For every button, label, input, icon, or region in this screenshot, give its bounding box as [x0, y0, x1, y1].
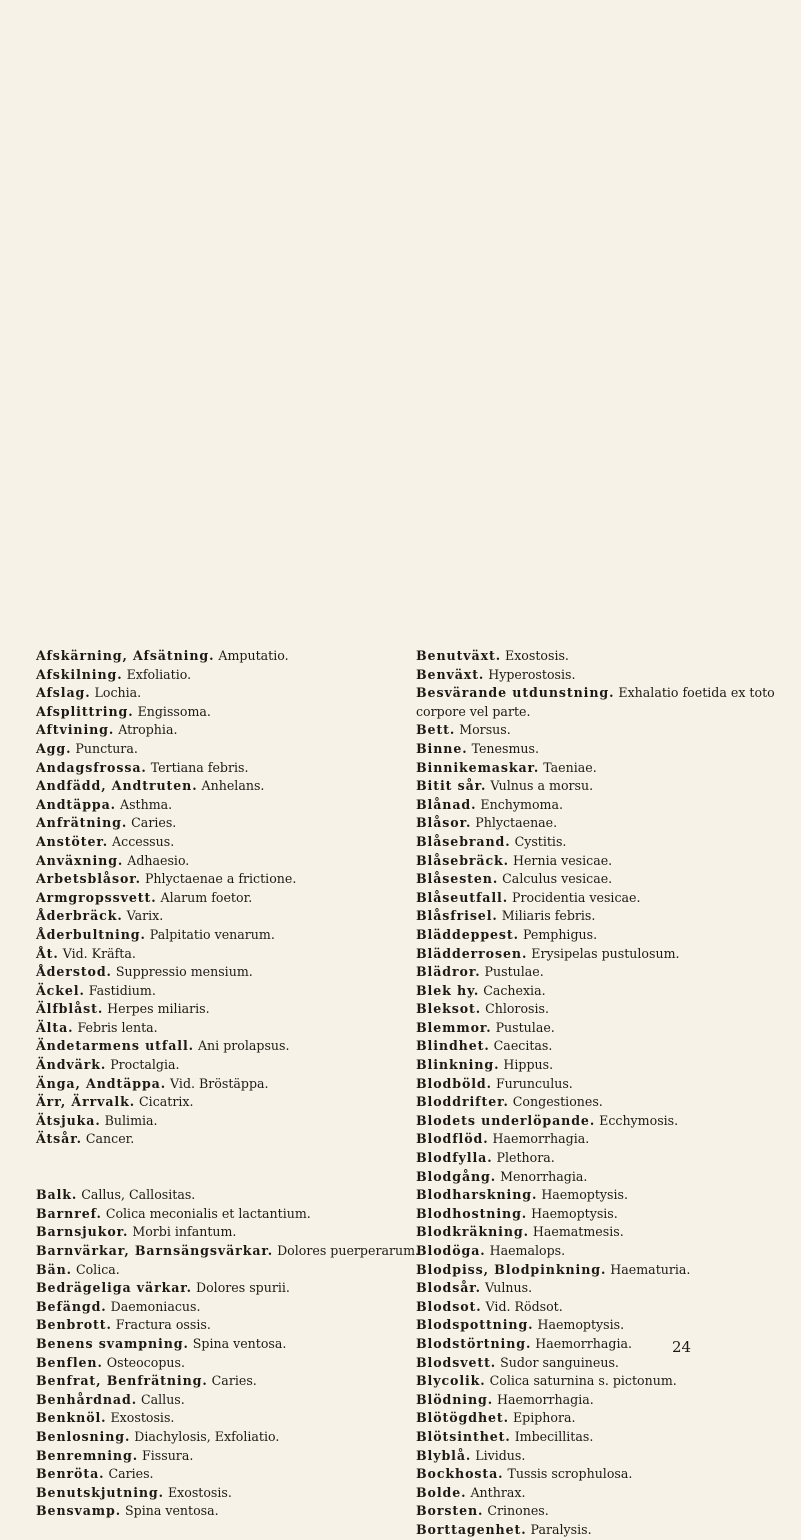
dictionary-entry [36, 870, 381, 889]
entry-definition: Tenesmus. [471, 740, 539, 756]
entry-definition: Vid. Rödsot. [485, 1298, 563, 1314]
entry-definition: Colica saturnina s. pictonum. [489, 1373, 677, 1389]
dictionary-entry [36, 1093, 381, 1112]
entry-definition: Miliaris febris. [501, 908, 596, 924]
entry-term: Binnikemaskar. [416, 759, 540, 775]
entry-term: Bleksot. [416, 1001, 482, 1017]
entry-definition: Adhaesio. [127, 852, 190, 868]
entry-definition: Suppressio mensium. [115, 964, 253, 980]
dictionary-entry [36, 1000, 381, 1019]
entry-term: Benens svampning. [36, 1335, 189, 1351]
entry-definition: Colica meconialis et lactantium. [105, 1205, 311, 1221]
entry-term: Anfrätning. [36, 815, 128, 831]
dictionary-entry [36, 1223, 381, 1242]
entry-term: Blodöga. [416, 1243, 486, 1258]
dictionary-entry [36, 721, 381, 740]
entry-definition: Caecitas. [493, 1038, 553, 1054]
entry-definition: Accessus. [112, 833, 175, 849]
entry-definition: Haemorrhagia. [535, 1335, 633, 1351]
entry-term: Benröta. [36, 1466, 105, 1482]
entry-definition: Enchymoma. [480, 796, 563, 812]
entry-term: Blodsvett. [416, 1354, 497, 1370]
entry-definition: Fissura. [142, 1447, 194, 1463]
entry-term: Änga, Andtäppa. [36, 1075, 167, 1091]
entry-term: Ändvärk. [36, 1057, 107, 1073]
entry-definition: Chlorosis. [485, 1001, 549, 1017]
dictionary-entry [36, 1447, 381, 1466]
entry-term: Blötsinthet. [416, 1428, 511, 1444]
entry-term: Blodfylla. [416, 1150, 493, 1166]
entry-term: Borsten. [416, 1503, 484, 1519]
entry-term: Blyblå. [416, 1447, 472, 1463]
entry-term: Ätsår. [36, 1131, 82, 1147]
entry-definition: Epiphora. [512, 1410, 576, 1426]
entry-term: Benfrat, Benfrätning. [36, 1373, 208, 1389]
dictionary-entry [416, 870, 781, 889]
dictionary-entry [416, 1112, 781, 1131]
dictionary-entry [416, 1521, 781, 1540]
entry-definition: Erysipelas pustulosum. [531, 945, 680, 961]
entry-definition: Ecchymosis. [599, 1112, 679, 1128]
entry-term: Blodhostning. [416, 1205, 528, 1221]
entry-term: Benflen. [36, 1354, 103, 1370]
dictionary-entry [416, 647, 781, 666]
entry-term: Andtäppa. [36, 796, 116, 812]
dictionary-entry [36, 759, 381, 778]
entry-term: Åt. [36, 945, 59, 961]
dictionary-entry [416, 945, 781, 964]
entry-definition: Pemphigus. [522, 926, 598, 942]
entry-term: Blodharskning. [416, 1187, 538, 1203]
entry-definition: Morsus. [459, 722, 511, 738]
entry-definition: Lividus. [475, 1447, 526, 1463]
dictionary-entry [416, 1465, 781, 1484]
dictionary-entry [36, 1428, 381, 1447]
entry-definition: Alarum foetor. [160, 889, 253, 905]
entry-definition: Morbi infantum. [132, 1224, 237, 1240]
dictionary-entry [416, 1354, 781, 1373]
entry-term: Bläddерpest. [416, 926, 519, 942]
entry-definition: Haemoptysis. [537, 1317, 625, 1333]
entry-term: Bän. [36, 1261, 72, 1277]
entry-term: Blodspottning. [416, 1317, 534, 1333]
entry-definition: Bulimia. [104, 1112, 158, 1128]
entry-term: Blåsfrisel. [416, 908, 498, 924]
entry-term: Bloddrifter. [416, 1094, 509, 1110]
dictionary-entry [36, 1037, 381, 1056]
entry-term: Benutskjutning. [36, 1484, 164, 1500]
dictionary-entry [416, 721, 781, 740]
entry-term: Besvärande utdunstning. [416, 685, 615, 701]
dictionary-entry [36, 1465, 381, 1484]
dictionary-entry [416, 833, 781, 852]
entry-definition: Dolores puerperarum. [277, 1243, 420, 1258]
entry-term: Barnref. [36, 1205, 102, 1221]
dictionary-entry [36, 1391, 381, 1410]
dictionary-entry [36, 1168, 381, 1187]
entry-term: Agg. [36, 740, 72, 756]
dictionary-entry [36, 963, 381, 982]
entry-term: Blemmor. [416, 1019, 492, 1035]
entry-term: Benutväxt. [416, 648, 501, 663]
entry-definition: Spina ventosa. [192, 1335, 287, 1351]
entry-term: Blädror. [416, 964, 481, 980]
entry-definition: Asthma. [119, 796, 173, 812]
entry-term: Ätsjuka. [36, 1112, 101, 1128]
entry-definition: Exhalatio foetida ex toto corpore vel parte. [416, 685, 775, 719]
entry-definition: Sudor sanguineus. [500, 1354, 619, 1370]
dictionary-entry [36, 796, 381, 815]
dictionary-entry [416, 1093, 781, 1112]
entry-definition: Colica. [75, 1261, 120, 1277]
entry-term: Blycolik. [416, 1373, 486, 1389]
entry-term: Bläddеrrosen. [416, 945, 528, 961]
dictionary-entry [36, 1372, 381, 1391]
dictionary-entry [36, 666, 381, 685]
dictionary-entry [416, 777, 781, 796]
entry-term: Blodets underlöpande. [416, 1112, 596, 1128]
dictionary-entry [36, 1130, 381, 1149]
dictionary-entry [416, 963, 781, 982]
entry-definition: Haemoptysis. [541, 1187, 628, 1203]
entry-definition: Herpes miliaris. [107, 1001, 210, 1017]
entry-term: Ärr, Ärrvalk. [36, 1094, 136, 1110]
dictionary-entry [416, 1223, 781, 1242]
dictionary-entry [416, 1298, 781, 1317]
entry-definition: Crinones. [487, 1503, 549, 1519]
entry-definition: Palpitatio venarum. [149, 926, 275, 942]
entry-definition: Cancer. [85, 1131, 135, 1147]
entry-definition: Caries. [131, 815, 177, 831]
entry-definition: Phlyctaenae a frictione. [144, 871, 297, 887]
entry-term: Benhårdnad. [36, 1391, 137, 1407]
entry-term: Åderstod. [36, 964, 112, 980]
entry-definition: Ani prolapsus. [197, 1038, 290, 1054]
entry-term: Borttagenhet. [416, 1521, 527, 1537]
entry-definition: Dolores spurii. [195, 1280, 290, 1296]
entry-term: Benväxt. [416, 666, 485, 682]
entry-definition: Callus, Callositas. [81, 1187, 196, 1203]
entry-term: Blåsebräck. [416, 852, 509, 868]
entry-term: Blodgång. [416, 1168, 497, 1184]
entry-definition: Haemalops. [489, 1243, 566, 1258]
entry-definition: Engissoma. [137, 703, 211, 719]
entry-term: Blötögdhet. [416, 1410, 509, 1426]
entry-term: Barnvärkar, Barnsängsvärkar. [36, 1243, 274, 1258]
entry-term: Blånad. [416, 796, 477, 812]
entry-term: Anstöter. [36, 833, 109, 849]
entry-definition: Congestiones. [512, 1094, 603, 1110]
entry-definition: Spina ventosa. [125, 1503, 219, 1519]
entry-term: Andfädd, Andtruten. [36, 778, 198, 794]
entry-term: Blåsebrand. [416, 833, 511, 849]
entry-term: Blodsår. [416, 1280, 481, 1296]
entry-term: Befängd. [36, 1298, 107, 1314]
dictionary-entry [416, 1428, 781, 1447]
dictionary-entry [416, 889, 781, 908]
entry-definition: Cystitis. [514, 833, 567, 849]
dictionary-entry [36, 1112, 381, 1131]
dictionary-entry [36, 1149, 381, 1168]
dictionary-entry [416, 1205, 781, 1224]
dictionary-entry [416, 1056, 781, 1075]
entry-term: Äckel. [36, 982, 85, 998]
dictionary-entry [416, 740, 781, 759]
entry-term: Afslag. [36, 685, 91, 701]
dictionary-entry [36, 740, 381, 759]
dictionary-entry [36, 1279, 381, 1298]
entry-definition: Anthrax. [470, 1484, 526, 1500]
entry-term: Bitit sår. [416, 778, 487, 794]
right-column [416, 647, 781, 1540]
entry-definition: Caries. [211, 1373, 257, 1389]
entry-definition: Procidentia vesicae. [512, 889, 641, 905]
entry-term: Blödning. [416, 1391, 494, 1407]
entry-term: Binne. [416, 740, 468, 756]
dictionary-entry [416, 759, 781, 778]
entry-definition: Haematmesis. [532, 1224, 624, 1240]
entry-term: Blåsesten. [416, 871, 499, 887]
dictionary-entry [416, 926, 781, 945]
entry-term: Bensvamp. [36, 1503, 121, 1519]
dictionary-entry [416, 1130, 781, 1149]
dictionary-entry [36, 982, 381, 1001]
left-column [36, 647, 420, 1521]
entry-definition: Exostosis. [167, 1484, 232, 1500]
dictionary-entry [36, 1354, 381, 1373]
entry-term: Älta. [36, 1019, 74, 1035]
entry-definition: Cachexia. [483, 982, 546, 998]
entry-definition: Amputatio. [218, 648, 289, 663]
dictionary-entry [36, 889, 381, 908]
entry-definition: Atrophia. [118, 722, 178, 738]
entry-term: Benlosning. [36, 1428, 131, 1444]
entry-term: Blodstörtning. [416, 1335, 532, 1351]
entry-definition: Plethora. [496, 1150, 555, 1166]
entry-term: Arbetsblåsor. [36, 871, 141, 887]
entry-definition: Haemoptysis. [531, 1205, 618, 1221]
entry-definition: Vulnus a morsu. [490, 778, 594, 794]
entry-definition: Hippus. [503, 1057, 554, 1073]
entry-term: Afskärning, Afsätning. [36, 648, 215, 663]
entry-definition: Furunculus. [495, 1075, 573, 1091]
entry-term: Blodflöd. [416, 1131, 489, 1147]
dictionary-entry [36, 814, 381, 833]
entry-definition: Fastidium. [88, 982, 156, 998]
dictionary-entry [36, 1261, 381, 1280]
entry-definition: Imbecillitas. [514, 1428, 594, 1444]
entry-term: Blinkning. [416, 1057, 500, 1073]
dictionary-entry [416, 852, 781, 871]
entry-term: Anväxning. [36, 852, 124, 868]
entry-definition: Haematuria. [610, 1261, 691, 1277]
dictionary-entry [416, 1409, 781, 1428]
dictionary-entry [416, 1447, 781, 1466]
dictionary-entry [36, 1335, 381, 1354]
entry-term: Blodsot. [416, 1298, 482, 1314]
dictionary-entry [36, 1502, 381, 1521]
entry-definition: Exfoliatio. [126, 666, 192, 682]
entry-term: Bockhosta. [416, 1466, 504, 1482]
entry-term: Balk. [36, 1187, 78, 1203]
dictionary-entry [36, 1409, 381, 1428]
dictionary-entry [416, 1391, 781, 1410]
entry-term: Aftvining. [36, 722, 115, 738]
entry-term: Älfblåst. [36, 1001, 104, 1017]
entry-term: Bedrägeliga värkar. [36, 1280, 192, 1296]
entry-definition: Cicatrix. [139, 1094, 194, 1110]
dictionary-entry [416, 982, 781, 1001]
page-number: 24 [672, 1338, 692, 1356]
entry-definition: Exostosis. [110, 1410, 175, 1426]
dictionary-entry [416, 1484, 781, 1503]
entry-term: Blindhet. [416, 1038, 490, 1054]
entry-definition: Pustulae. [495, 1019, 555, 1035]
entry-definition: Proctalgia. [110, 1057, 180, 1073]
entry-term: Åderbultning. [36, 926, 146, 942]
dictionary-entry [416, 814, 781, 833]
entry-term: Benbrott. [36, 1317, 112, 1333]
dictionary-entry [416, 1502, 781, 1521]
dictionary-entry [36, 647, 381, 666]
entry-definition: Fractura ossis. [115, 1317, 211, 1333]
entry-definition: Anhelans. [201, 778, 265, 794]
dictionary-entry [36, 777, 381, 796]
entry-definition: Phlyctaenae. [475, 815, 558, 831]
entry-term: Blek hy. [416, 982, 480, 998]
dictionary-entry [416, 796, 781, 815]
dictionary-entry [36, 1484, 381, 1503]
entry-term: Barnsjukor. [36, 1224, 129, 1240]
entry-term: Blåseutfall. [416, 889, 508, 905]
dictionary-entry [36, 1205, 381, 1224]
entry-term: Blåsor. [416, 815, 472, 831]
entry-definition: Daemoniacus. [110, 1298, 201, 1314]
entry-definition: Callus. [141, 1391, 185, 1407]
dictionary-entry [416, 1037, 781, 1056]
entry-term: Benknöl. [36, 1410, 107, 1426]
dictionary-entry [416, 666, 781, 685]
entry-term: Bolde. [416, 1484, 467, 1500]
entry-definition: Paralysis. [530, 1521, 592, 1537]
dictionary-entry [416, 1075, 781, 1094]
dictionary-entry [416, 1335, 781, 1354]
entry-definition: Exostosis. [505, 648, 569, 663]
entry-definition: Hyperostosis. [488, 666, 576, 682]
dictionary-entry [36, 926, 381, 945]
entry-term: Blodkräkning. [416, 1224, 529, 1240]
entry-definition: Calculus vesicae. [502, 871, 613, 887]
dictionary-entry [36, 1186, 381, 1205]
entry-term: Bett. [416, 722, 456, 738]
dictionary-entry [36, 1298, 381, 1317]
entry-definition: Tertiana febris. [150, 759, 249, 775]
entry-term: Blodböld. [416, 1075, 492, 1091]
entry-definition: Taeniae. [543, 759, 597, 775]
entry-definition: Lochia. [94, 685, 142, 701]
entry-definition: Menorrhagia. [500, 1168, 588, 1184]
entry-definition: Vid. Kräfta. [62, 945, 136, 961]
entry-definition: Vid. Bröstäppa. [170, 1075, 269, 1091]
dictionary-entry [36, 852, 381, 871]
dictionary-entry [36, 1242, 420, 1261]
dictionary-entry [36, 1316, 381, 1335]
entry-definition: Caries. [108, 1466, 154, 1482]
dictionary-entry [416, 684, 781, 721]
dictionary-entry [416, 1000, 781, 1019]
entry-term: Afskilning. [36, 666, 123, 682]
dictionary-entry [416, 1019, 781, 1038]
dictionary-entry [416, 1242, 781, 1261]
entry-definition: Tussis scrophulosa. [507, 1466, 633, 1482]
dictionary-entry [36, 703, 381, 722]
dictionary-entry [36, 945, 381, 964]
dictionary-entry [36, 1056, 381, 1075]
entry-definition: Pustulae. [484, 964, 544, 980]
entry-term: Armgropssvett. [36, 889, 157, 905]
dictionary-entry [36, 833, 381, 852]
dictionary-entry [36, 907, 381, 926]
entry-definition: Diachylosis, Exfoliatio. [134, 1428, 280, 1444]
entry-definition: Varix. [126, 908, 164, 924]
entry-definition: Febris lenta. [77, 1019, 158, 1035]
dictionary-entry [416, 1279, 781, 1298]
entry-term: Åderbräck. [36, 908, 123, 924]
entry-definition: Haemorrhagia. [497, 1391, 594, 1407]
dictionary-entry [416, 1149, 781, 1168]
dictionary-entry [36, 1075, 381, 1094]
dictionary-entry [36, 1019, 381, 1038]
dictionary-entry [416, 1261, 781, 1280]
entry-definition: Vulnus. [484, 1280, 533, 1296]
entry-term: Benremning. [36, 1447, 138, 1463]
dictionary-entry [416, 1372, 781, 1391]
entry-term: Blodpiss, Blodpinkning. [416, 1261, 607, 1277]
dictionary-entry [416, 1316, 781, 1335]
entry-term: Ändetarmens utfall. [36, 1038, 194, 1054]
entry-definition: Haemorrhagia. [492, 1131, 590, 1147]
dictionary-entry [36, 684, 381, 703]
entry-term: Afsplittring. [36, 703, 134, 719]
dictionary-entry [416, 907, 781, 926]
entry-definition: Punctura. [75, 740, 138, 756]
dictionary-entry [416, 1168, 781, 1187]
entry-term: Andagsfrossa. [36, 759, 147, 775]
entry-definition: Hernia vesicae. [513, 852, 613, 868]
entry-definition: Osteocopus. [106, 1354, 185, 1370]
dictionary-entry [416, 1186, 781, 1205]
